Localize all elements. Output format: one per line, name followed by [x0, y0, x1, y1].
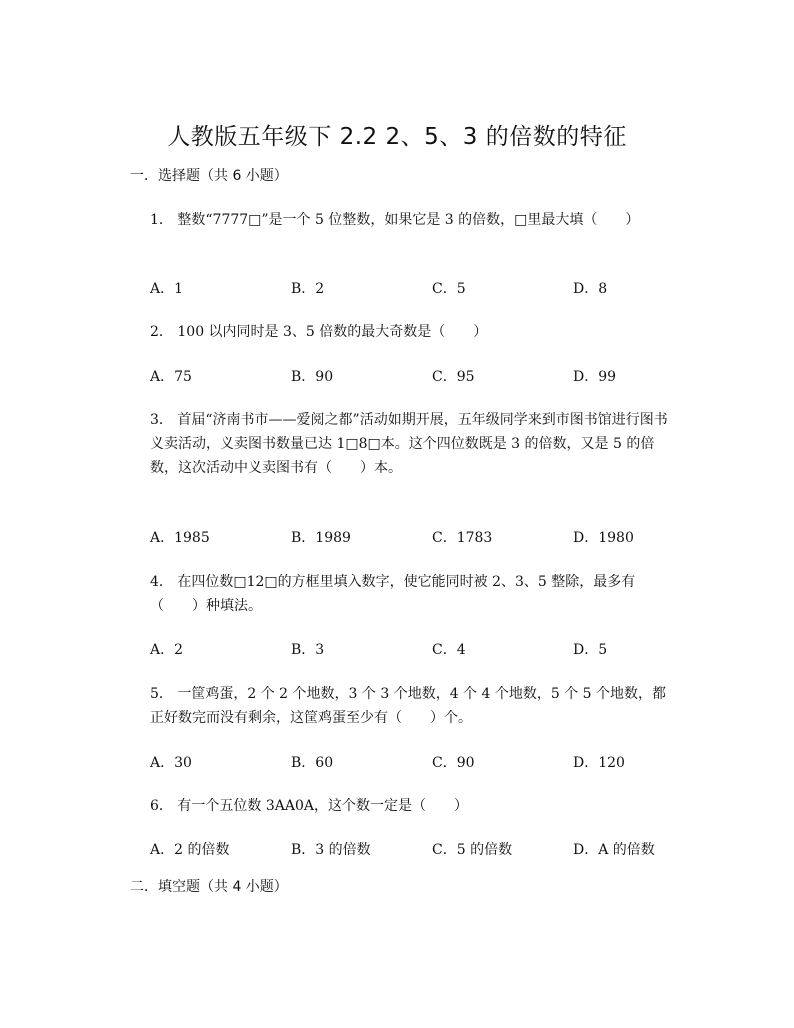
option-a: A．1985 [150, 530, 210, 546]
option-c: C．5 [432, 281, 466, 297]
question-text: 在四位数□12□的方框里填入数字，使它能同时被 2、3、5 整除，最多有（ ）种填法。 [150, 574, 636, 614]
option-d: D．8 [573, 281, 608, 297]
question-4-options [150, 639, 690, 661]
question-number: 1． [150, 212, 173, 228]
question-1 [150, 208, 670, 232]
question-number: 2． [150, 324, 173, 340]
question-text: 首届“济南书市——爱阅之都”活动如期开展，五年级同学来到市图书馆进行图书义卖活动，义卖图书数量已达 1□8□本。这个四位数既是 3 的倍数，又是 5 的倍数，这次活动中义卖图书有（ ）本。 [150, 412, 668, 476]
question-2 [150, 320, 670, 344]
option-a: A．2 的倍数 [150, 842, 230, 858]
question-3-options [150, 527, 690, 549]
question-4 [150, 570, 670, 618]
option-d: D．5 [573, 642, 608, 658]
option-a: A．1 [150, 281, 184, 297]
section-heading-fill-blank: 二．填空题（共 4 小题） [130, 879, 288, 895]
question-text: 整数“7777□”是一个 5 位整数，如果它是 3 的倍数，□里最大填（ ） [177, 212, 640, 228]
question-2-options [150, 366, 690, 388]
question-number: 3． [150, 412, 173, 428]
option-a: A．2 [150, 642, 184, 658]
question-6 [150, 794, 670, 818]
question-text: 有一个五位数 3AA0A，这个数一定是（ ） [177, 798, 468, 814]
option-b: B．1989 [291, 530, 351, 546]
option-c: C．5 的倍数 [432, 842, 513, 858]
option-b: B．2 [291, 281, 325, 297]
option-a: A．30 [150, 755, 192, 771]
option-b: B．90 [291, 369, 334, 385]
question-1-options [150, 278, 690, 300]
question-6-options [150, 839, 690, 861]
question-number: 6． [150, 798, 173, 814]
option-c: C．95 [432, 369, 475, 385]
question-3 [150, 408, 670, 480]
section-heading-choice: 一．选择题（共 6 小题） [130, 168, 288, 184]
option-d: D．99 [573, 369, 617, 385]
option-c: C．1783 [432, 530, 493, 546]
option-d: D．1980 [573, 530, 634, 546]
question-number: 4． [150, 574, 173, 590]
option-b: B．3 [291, 642, 325, 658]
question-number: 5． [150, 686, 173, 702]
question-5-options [150, 752, 690, 774]
option-d: D．A 的倍数 [573, 842, 655, 858]
question-text: 100 以内同时是 3、5 倍数的最大奇数是（ ） [177, 324, 488, 340]
option-d: D．120 [573, 755, 625, 771]
question-5 [150, 682, 670, 730]
page-title: 人教版五年级下 2.2 2、5、3 的倍数的特征 [167, 124, 627, 150]
option-b: B．3 的倍数 [291, 842, 371, 858]
option-c: C．4 [432, 642, 466, 658]
option-a: A．75 [150, 369, 192, 385]
option-b: B．60 [291, 755, 334, 771]
option-c: C．90 [432, 755, 475, 771]
question-text: 一筐鸡蛋，2 个 2 个地数，3 个 3 个地数，4 个 4 个地数，5 个 5 个地数，都正好数完而没有剩余，这筐鸡蛋至少有（ ）个。 [150, 686, 667, 726]
